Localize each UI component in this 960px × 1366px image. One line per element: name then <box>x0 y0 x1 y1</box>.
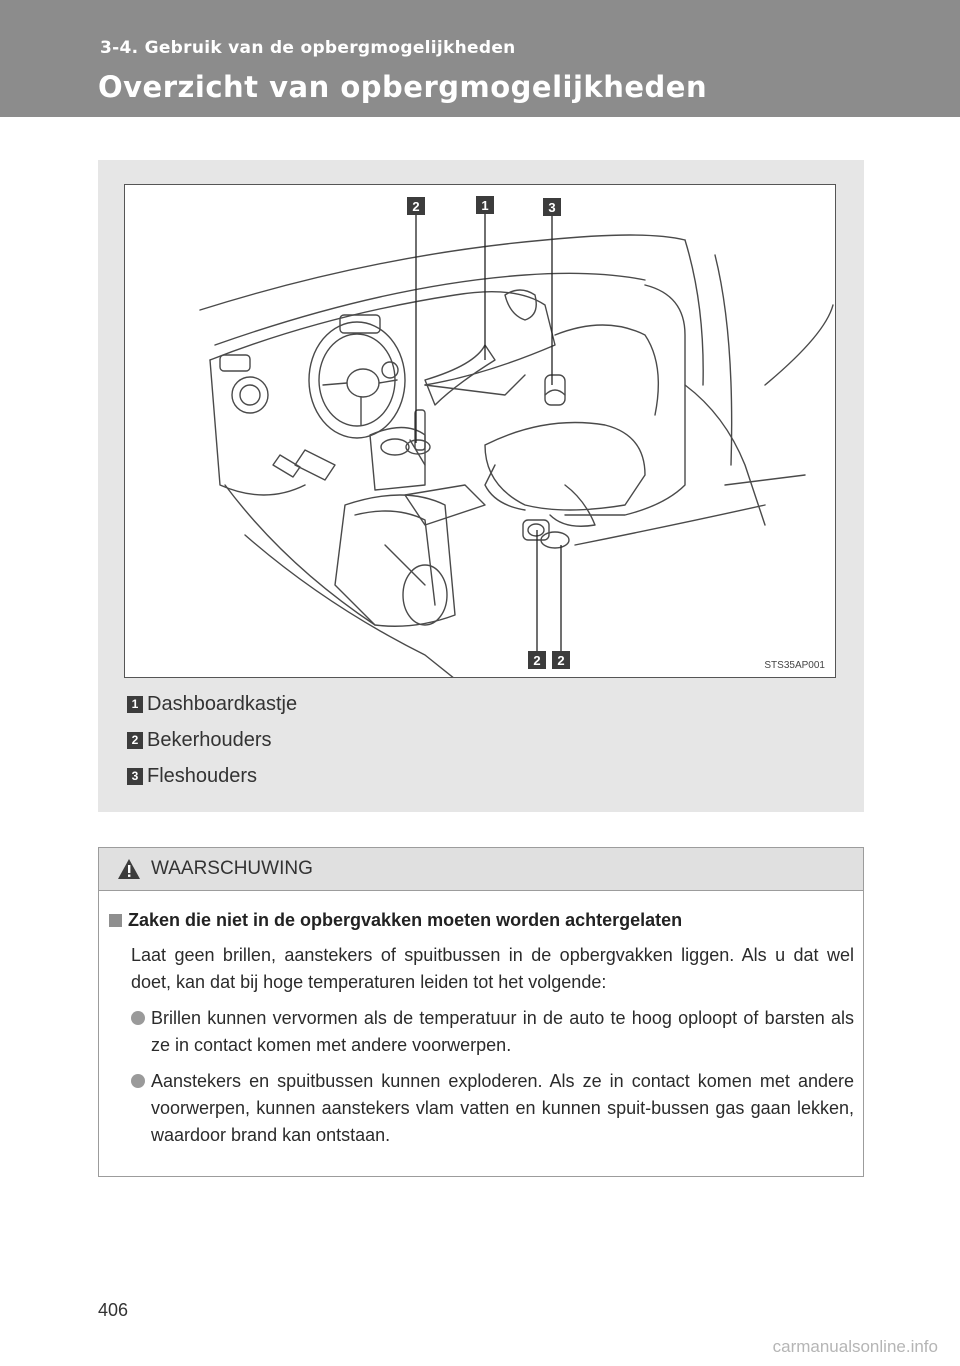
page-number: 406 <box>98 1300 129 1320</box>
callout-2-bottom-right <box>552 651 570 669</box>
warning-intro: Laat geen brillen, aanstekers of spuitbussen in de opbergvakken liggen. Als u dat wel doet, kan dat bij hoge temperaturen leiden tot het volgende: <box>131 945 854 992</box>
svg-text:2: 2 <box>557 653 565 668</box>
bullet-dot-icon <box>131 1074 145 1088</box>
car-interior-drawing <box>125 185 836 678</box>
legend-item-cupholders <box>127 722 297 758</box>
callout-2-bottom-left <box>528 651 546 669</box>
interior-illustration <box>124 184 836 678</box>
legend-item-bottleholders <box>127 758 297 794</box>
page-header <box>0 0 960 117</box>
legend-number-badge: 2 <box>127 732 143 749</box>
callout-3-top <box>543 198 561 216</box>
warning-header <box>99 848 863 891</box>
warning-body <box>99 891 863 1149</box>
warning-box <box>98 847 864 1177</box>
warning-heading-text: Zaken die niet in de opbergvakken moeten worden achtergelaten <box>128 910 683 930</box>
warning-heading <box>109 907 854 934</box>
legend-label: Bekerhouders <box>147 728 272 751</box>
callout-2-top <box>407 197 425 215</box>
section-title: 3-4. Gebruik van de opbergmogelijkheden <box>100 38 516 58</box>
warning-bullet-text: Aanstekers en spuitbussen kunnen exploderen. Als ze in contact komen met andere voorwerpen, kunnen aanstekers vlam vatten en kunnen spuit-bussen gas gaan lekken, waardoor brand kan ontstaan. <box>151 1071 854 1145</box>
warning-bullet <box>131 1005 854 1059</box>
svg-text:2: 2 <box>533 653 541 668</box>
legend-label: Fleshouders <box>147 764 258 787</box>
warning-bullet-text: Brillen kunnen vervormen als de temperatuur in de auto te hoog oploopt of barsten als ze in contact komen met andere voorwerpen. <box>151 1008 854 1055</box>
bullet-dot-icon <box>131 1011 145 1025</box>
svg-text:3: 3 <box>548 200 556 215</box>
legend-number-badge: 1 <box>127 696 143 713</box>
watermark: carmanualsonline.info <box>772 1337 938 1356</box>
figure-legend <box>127 686 297 794</box>
svg-text:2: 2 <box>412 199 420 214</box>
legend-item-glovebox <box>127 686 297 722</box>
page-title: Overzicht van opbergmogelijkheden <box>98 70 708 104</box>
warning-triangle-icon <box>117 858 141 880</box>
legend-number-badge: 3 <box>127 768 143 785</box>
warning-bullet <box>131 1068 854 1149</box>
svg-text:1: 1 <box>481 198 489 213</box>
figure-code: STS35AP001 <box>764 660 825 671</box>
square-bullet-icon <box>109 914 122 927</box>
warning-title: WAARSCHUWING <box>151 858 313 879</box>
legend-label: Dashboardkastje <box>147 692 298 715</box>
callout-1-top <box>476 196 494 214</box>
